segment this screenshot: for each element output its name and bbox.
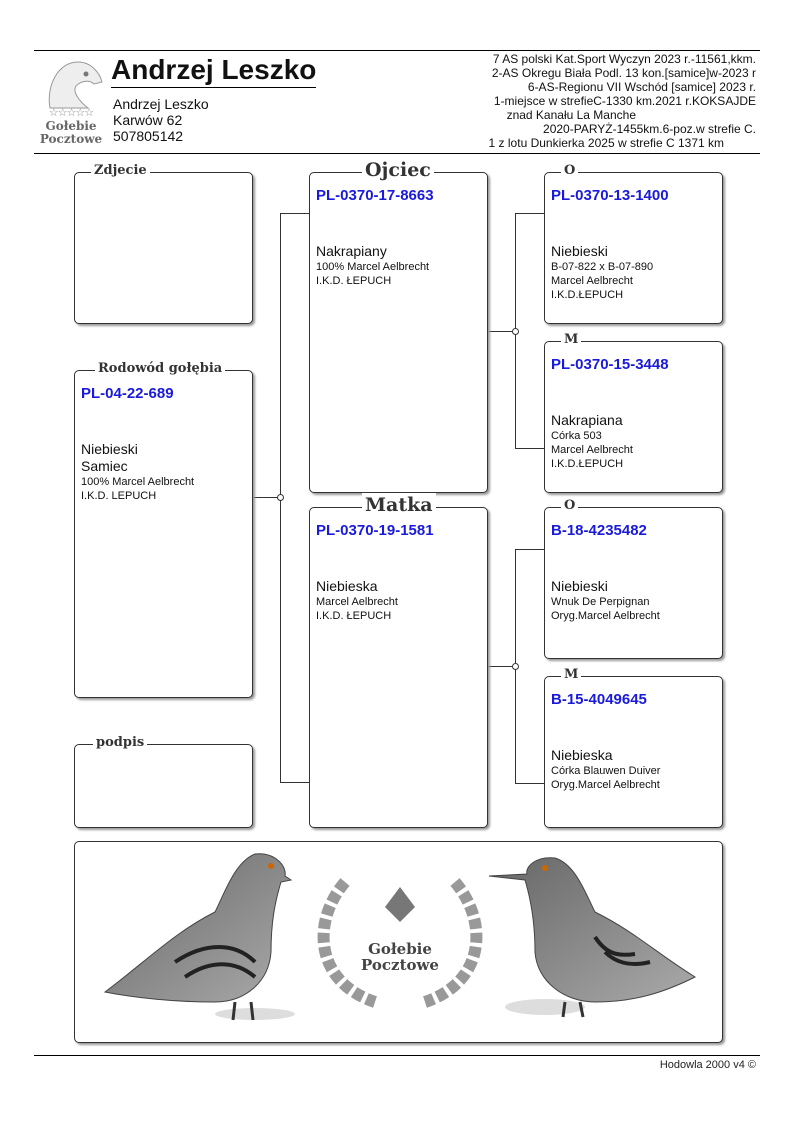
sex-label: O [561,162,578,180]
connector-node [512,328,519,335]
info-line: Oryg.Marcel Aelbrecht [551,610,660,622]
color: Niebieski [81,441,138,457]
footer-credit: Hodowla 2000 v4 © [659,1059,756,1071]
sex: Samiec [81,458,128,474]
details [551,578,660,623]
ring-number: PL-0370-13-1400 [551,187,669,204]
connector [515,549,544,550]
info-line: I.K.D. LEPUCH [81,490,157,502]
photo-label: Zdjecie [91,162,150,180]
ring-number: B-18-4235482 [551,522,647,539]
info-line: I.K.D.ŁEPUCH [551,289,624,301]
stars-icon: ☆☆☆☆☆ [48,107,94,119]
banner-logo-text-1: Gołebie [368,940,432,958]
subject-card [74,361,253,698]
owner-street: Karwów 62 [113,112,183,128]
connector [487,666,515,667]
details [316,243,429,288]
club-logo [36,56,106,148]
connector-node [277,494,284,501]
ring-number: PL-0370-15-3448 [551,356,669,373]
achievement: 7 AS polski Kat.Sport Wyczyn 2023 r.-11561,kkm. [492,52,756,66]
info-line: B-07-822 x B-07-890 [551,261,654,273]
logo-text-2: Pocztowe [39,132,103,146]
paternal-grandmother-card [544,332,723,493]
page-title: Andrzej Leszko [111,54,316,88]
color: Niebieska [551,747,613,763]
achievements [489,52,756,150]
banner-illustration [75,842,722,1042]
connector [515,783,544,784]
details [551,747,660,792]
signature-box[interactable] [74,735,253,828]
connector [252,497,280,498]
ring-number: PL-0370-19-1581 [316,522,434,539]
subject-label: Rodowód gołębia [95,360,225,378]
father-label: Ojciec [362,158,434,182]
info-line: Córka Blauwen Duiver [551,765,661,777]
owner-phone: 507805142 [113,128,184,144]
photo-box[interactable] [74,163,253,324]
info-line: I.K.D. ŁEPUCH [316,275,392,287]
owner-address [113,96,209,144]
connector-node [512,663,519,670]
info-line: Marcel Aelbrecht [551,275,633,287]
maternal-grandfather-card [544,498,723,659]
connector [280,213,309,214]
connector [280,782,309,783]
mother-card [309,494,488,828]
connector [515,213,544,214]
details [551,243,653,302]
logo-text-1: Gołebie [45,119,97,133]
achievement: 6-AS-Regionu VII Wschód [samice] 2023 r. [527,80,756,94]
info-line: Marcel Aelbrecht [316,596,398,608]
pigeon-right-image [489,858,695,1017]
pigeon-left-image [105,854,295,1020]
signature-label: podpis [93,734,147,752]
ring-number: PL-0370-17-8663 [316,187,434,204]
maternal-grandmother-card [544,667,723,828]
color: Niebieska [316,578,378,594]
ring-number: PL-04-22-689 [81,385,174,402]
achievement: znad Kanału La Manche [506,108,636,122]
wreath-logo [324,882,477,1002]
color: Nakrapiany [316,243,387,259]
header-rule [34,153,760,154]
info-line: I.K.D. ŁEPUCH [316,610,392,622]
sex-label: M [561,666,581,684]
info-line: 100% Marcel Aelbrecht [81,476,195,488]
info-line: I.K.D.ŁEPUCH [551,458,624,470]
details [551,412,633,471]
info-line: Wnuk De Perpignan [551,596,650,608]
color: Nakrapiana [551,412,623,428]
paternal-grandfather-card [544,163,723,324]
owner-name: Andrzej Leszko [113,96,209,112]
top-rule [34,50,760,51]
sex-label: O [561,497,578,515]
info-line: Marcel Aelbrecht [551,444,633,456]
achievement: 1-miejsce w strefieC-1330 km.2021 r.KOKSAJDE [493,94,756,108]
footer-rule [34,1055,760,1056]
color: Niebieski [551,243,608,259]
banner-logo-text-2: Pocztowe [361,956,439,974]
ring-number: B-15-4049645 [551,691,647,708]
mother-label: Matka [362,493,436,517]
details [81,441,194,503]
details [316,578,398,623]
color: Niebieski [551,578,608,594]
achievement: 1 z lotu Dunkierka 2025 w strefie C 1371 km [488,136,724,150]
info-line: Oryg.Marcel Aelbrecht [551,779,660,791]
achievement: 2-AS Okregu Biała Podl. 13 kon.[samice]w-2023 r [491,66,756,80]
info-line: Córka 503 [551,430,602,442]
father-card [309,159,488,493]
sex-label: M [561,331,581,349]
info-line: 100% Marcel Aelbrecht [316,261,430,273]
connector [515,448,544,449]
achievement: 2020-PARYŻ-1455km.6-poz.w strefie C. [543,122,756,136]
connector [487,331,515,332]
banner [74,841,723,1043]
